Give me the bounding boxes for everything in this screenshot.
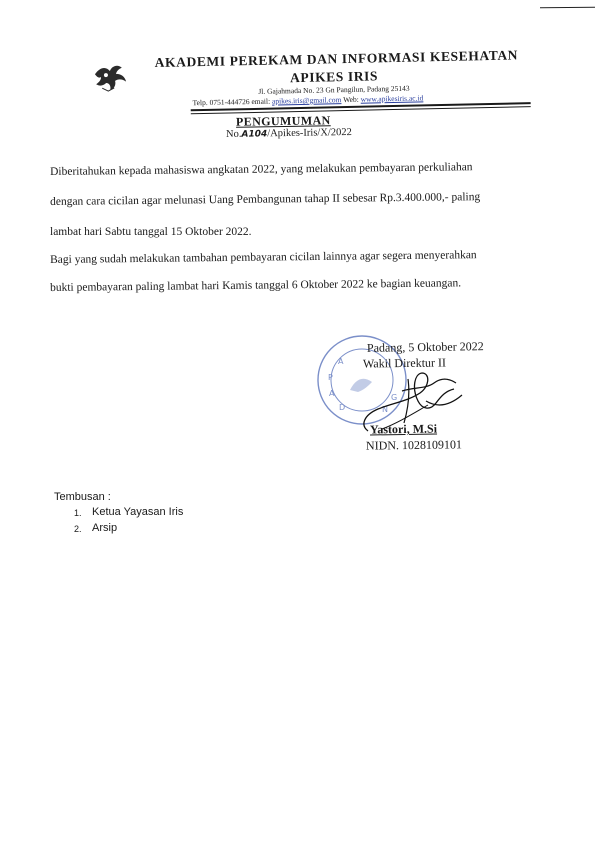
letterhead xyxy=(0,0,595,116)
signature-place-date: Padang, 5 Oktober 2022 xyxy=(366,339,484,355)
signatory-name: Yastori, M.Si xyxy=(369,421,438,437)
body-line-5: bukti pembayaran paling lambat hari Kamis tanggal 6 Oktober 2022 ke bagian keuangan. xyxy=(50,277,462,294)
handwritten-number: A104 xyxy=(241,129,268,140)
institution-name: AKADEMI PEREKAM DAN INFORMASI KESEHATAN xyxy=(154,47,519,71)
signature-position: Wakil Direktur II xyxy=(362,355,447,371)
web-label: Web: xyxy=(343,94,359,105)
body-line-1: Diberitahukan kepada mahasiswa angkatan 2022, yang melakukan pembayaran perkuliahan xyxy=(50,161,473,178)
number-suffix: /Apikes-Iris/X/2022 xyxy=(267,127,352,140)
bird-logo-icon xyxy=(92,62,131,93)
svg-text:G: G xyxy=(391,393,398,402)
svg-text:D: D xyxy=(339,403,346,412)
cc-label: Tembusan : xyxy=(54,491,111,503)
body-line-2: dengan cara cicilan agar melunasi Uang Pembangunan tahap II sebesar Rp.3.400.000,- paling xyxy=(50,191,481,208)
website-link[interactable]: www.apikesiris.ac.id xyxy=(360,93,424,104)
email-link[interactable]: apikes.iris@gmail.com xyxy=(271,95,342,106)
svg-text:N: N xyxy=(382,405,388,414)
email-label: email: xyxy=(251,96,271,107)
svg-text:P: P xyxy=(328,373,333,382)
number-prefix: No. xyxy=(225,128,242,140)
cc-item-number: 2. xyxy=(74,524,82,534)
cc-item-number: 1. xyxy=(74,508,82,518)
institution-short-name: APIKES IRIS xyxy=(289,68,379,86)
cc-item-text: Ketua Yayasan Iris xyxy=(92,506,184,518)
body-line-4: Bagi yang sudah melakukan tambahan pembayaran cicilan lainnya agar segera menyerahkan xyxy=(50,249,477,266)
cc-item-text: Arsip xyxy=(92,522,118,534)
document-number xyxy=(226,127,352,140)
svg-text:A: A xyxy=(338,357,344,366)
body-line-3: lambat hari Sabtu tanggal 15 Oktober 2022. xyxy=(50,226,252,238)
phone-number: Telp. 0751-444726 xyxy=(192,97,250,108)
signature-block xyxy=(300,325,560,475)
document-title: PENGUMUMAN xyxy=(235,113,331,129)
svg-text:A: A xyxy=(329,389,335,398)
institution-address: Jl. Gajahmada No. 23 Gn Pangilun, Padang 25143 xyxy=(258,83,410,96)
signatory-id: NIDN. 1028109101 xyxy=(365,437,463,453)
